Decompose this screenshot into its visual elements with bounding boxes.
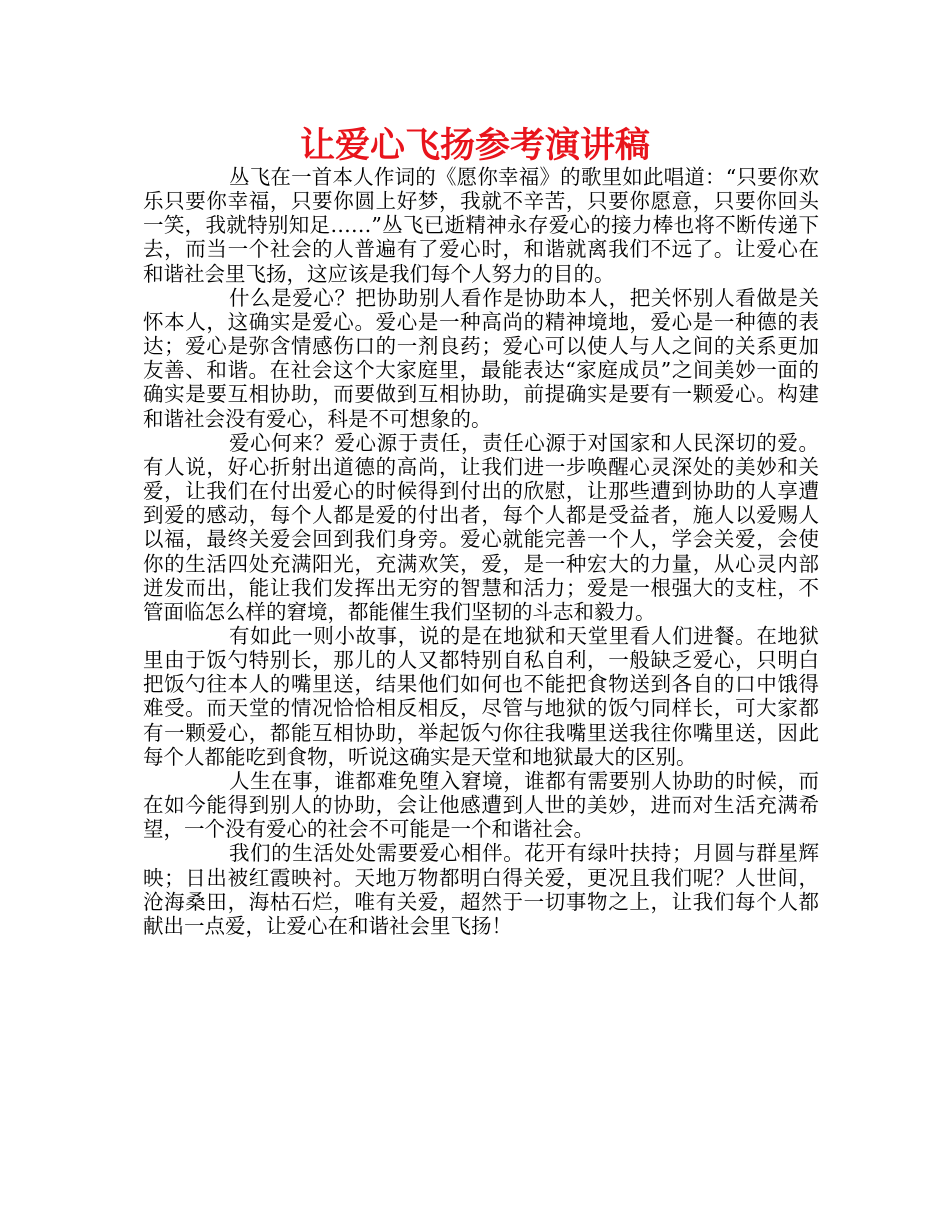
document-title: 让爱心飞扬参考演讲稿 [299,126,650,166]
paragraph-5: 人生在事，谁都难免堕入窘境，谁都有需要别人协助的时候，而在如今能得到别人的协助，会让他感遭到人世的美妙，进而对生活充满希望，一个没有爱心的社会不可能是一个和谐社会。 [143,768,819,842]
paragraph-2: 什么是爱心？把协助别人看作是协助本人，把关怀别人看做是关怀本人，这确实是爱心。爱心是一种高尚的精神境地，爱心是一种德的表达；爱心是弥含情感伤口的一剂良药；爱心可以使人与人之间的关系更加友善、和谐。在社会这个大家庭里，最能表达“家庭成员”之间美妙一面的确实是要互相协助，而要做到互相协助，前提确实是要有一颗爱心。构建和谐社会没有爱心，科是不可想象的。 [143,285,819,431]
paragraph-3: 爱心何来？爱心源于责任，责任心源于对国家和人民深切的爱。有人说，好心折射出道德的高尚，让我们进一步唤醒心灵深处的美妙和关爱，让我们在付出爱心的时候得到付出的欣慰，让那些遭到协助的人享遭到爱的感动，每个人都是爱的付出者，每个人都是受益者，施人以爱赐人以福，最终关爱会回到我们身旁。爱心就能完善一个人，学会关爱，会使你的生活四处充满阳光，充满欢笑，爱，是一种宏大的力量，从心灵内部迸发而出，能让我们发挥出无穷的智慧和活力；爱是一根强大的支柱，不管面临怎么样的窘境，都能催生我们坚韧的斗志和毅力。 [143,430,819,624]
paragraph-1: 丛飞在一首本人作词的《愿你幸福》的歌里如此唱道：“只要你欢乐只要你幸福，只要你圆上好梦，我就不辛苦，只要你愿意，只要你回头一笑，我就特别知足……”丛飞已逝精神永存爱心的接力棒也将不断传递下去，而当一个社会的人普遍有了爱心时，和谐就离我们不远了。让爱心在和谐社会里飞扬，这应该是我们每个人努力的目的。 [143,165,819,286]
paragraph-4: 有如此一则小故事，说的是在地狱和天堂里看人们进餐。在地狱里由于饭勺特别长，那儿的人又都特别自私自利，一般缺乏爱心，只明白把饭勺往本人的嘴里送，结果他们如何也不能把食物送到各自的口中饿得难受。而天堂的情况恰恰相反相反，尽管与地狱的饭勺同样长，可大家都有一颗爱心，都能互相协助，举起饭勺你往我嘴里送我往你嘴里送，因此每个人都能吃到食物，听说这确实是天堂和地狱最大的区别。 [143,623,819,769]
document-body [143,165,819,938]
paragraph-6: 我们的生活处处需要爱心相伴。花开有绿叶扶持；月圆与群星辉映；日出被红霞映衬。天地万物都明白得关爱，更况且我们呢？人世间，沧海桑田，海枯石烂，唯有关爱，超然于一切事物之上，让我们每个人都献出一点爱，让爱心在和谐社会里飞扬！ [143,841,819,938]
